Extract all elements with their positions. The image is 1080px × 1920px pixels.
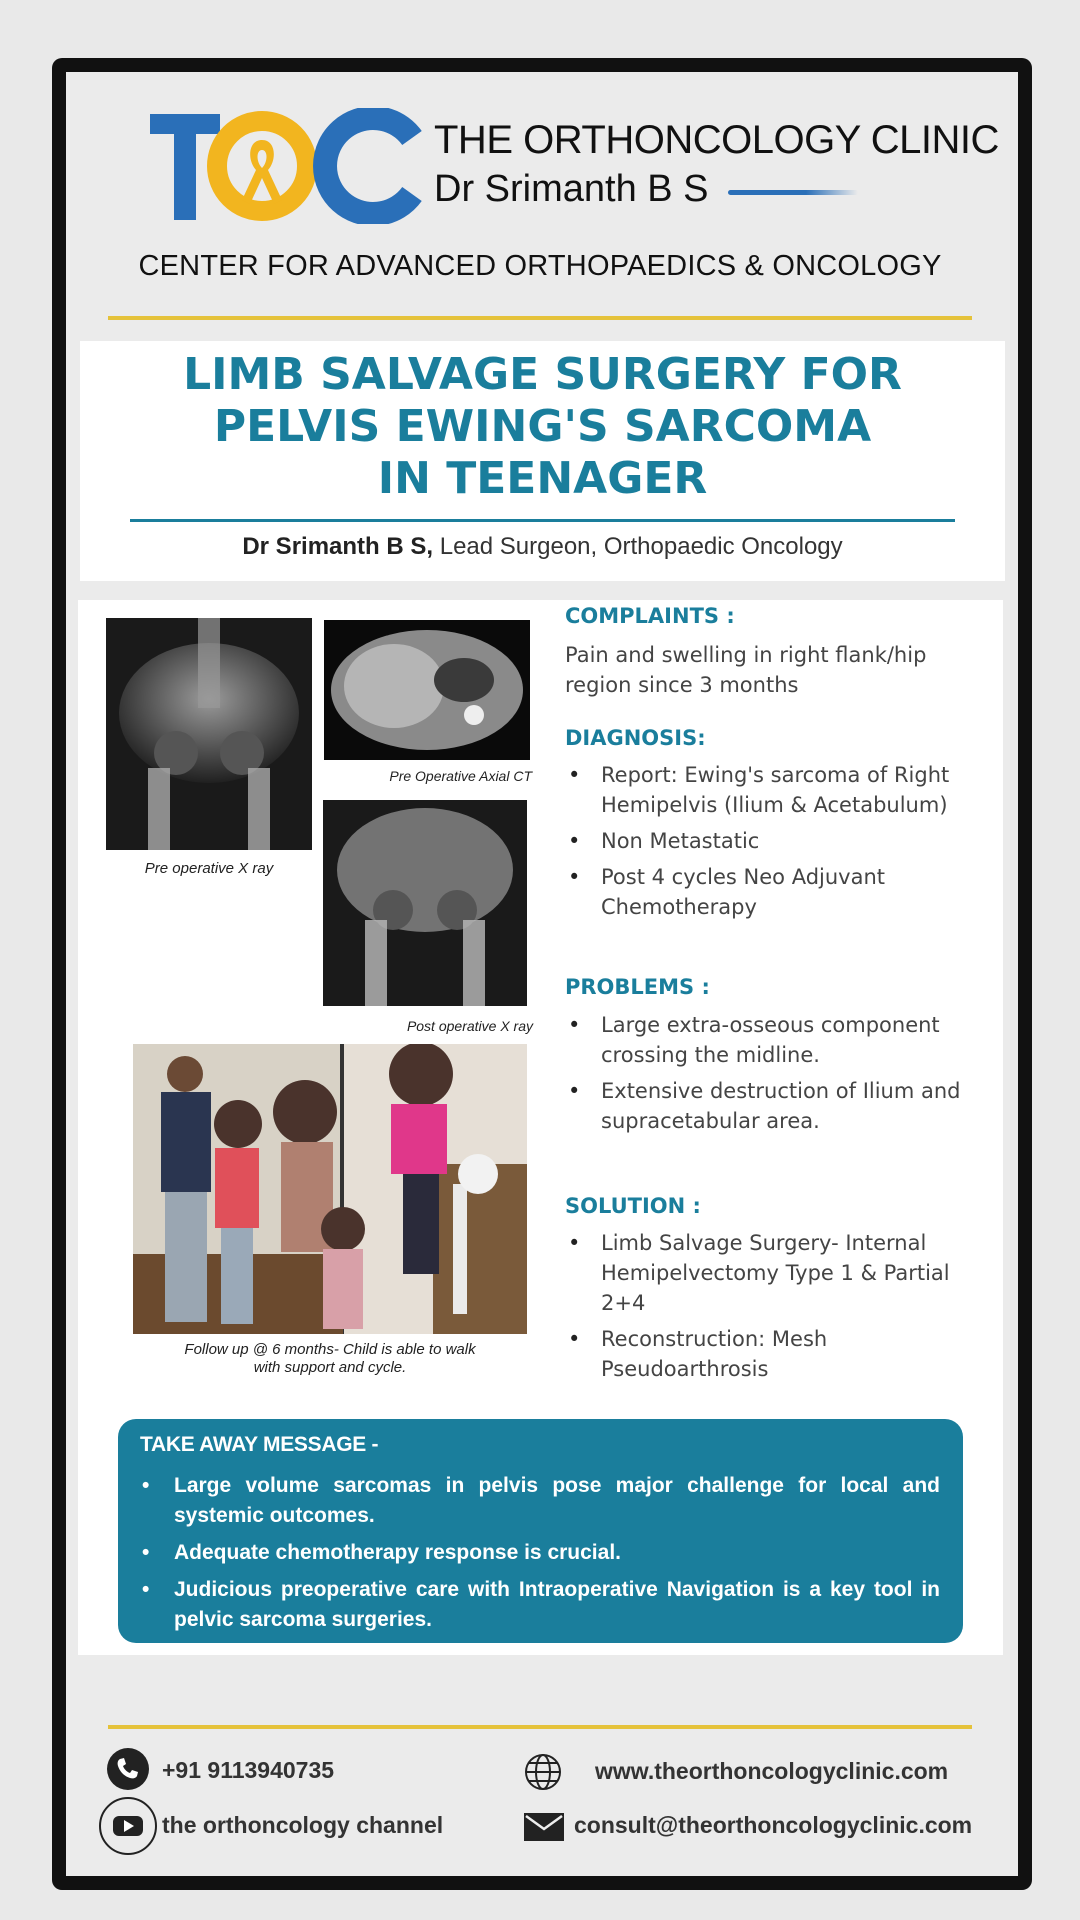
takeaway-item: • Adequate chemotherapy response is crucial. (140, 1538, 940, 1568)
title-line-2: PELVIS EWING'S SARCOMA (213, 401, 872, 452)
followup-photo (133, 1044, 527, 1334)
name-underline (728, 190, 858, 195)
byline (80, 533, 1005, 561)
phone-icon (107, 1748, 149, 1790)
diagnosis-item: • Report: Ewing's sarcoma of Right Hemipelvis (Ilium & Acetabulum) (565, 760, 975, 820)
channel-link[interactable]: the orthoncology channel (162, 1812, 444, 1838)
poster-title (80, 349, 1005, 505)
author-role: Lead Surgeon, Orthopaedic Oncology (439, 533, 843, 560)
problems-item: • Large extra-osseous component crossing the midline. (565, 1010, 975, 1070)
diagnosis-heading: DIAGNOSIS: (565, 726, 706, 750)
problems-list (565, 1010, 975, 1142)
clinic-name: THE ORTHONCOLOGY CLINIC (434, 118, 999, 162)
phone-number[interactable]: +91 9113940735 (162, 1757, 335, 1783)
solution-item: • Reconstruction: Mesh Pseudoarthrosis (565, 1324, 975, 1384)
takeaway-item: • Judicious preoperative care with Intraoperative Navigation is a key tool in pelvic sarcoma surgeries. (140, 1575, 940, 1635)
title-box (80, 341, 1005, 581)
diagnosis-list (565, 760, 975, 928)
footer-divider (108, 1725, 972, 1729)
diagnosis-item: • Post 4 cycles Neo Adjuvant Chemotherapy (565, 862, 975, 922)
problems-heading: PROBLEMS : (565, 975, 710, 999)
takeaway-heading: TAKE AWAY MESSAGE - (140, 1433, 379, 1456)
case-content (78, 600, 1003, 1655)
author-name: Dr Srimanth B S, (242, 533, 434, 560)
doctor-name: Dr Srimanth B S (434, 168, 709, 210)
followup-caption-line-1: Follow up @ 6 months- Child is able to walk (184, 1341, 476, 1358)
solution-list (565, 1228, 975, 1390)
title-rule (130, 519, 955, 522)
header-divider (108, 316, 972, 320)
website-link[interactable]: www.theorthoncologyclinic.com (595, 1758, 949, 1784)
email-icon (524, 1813, 564, 1841)
toc-logo (150, 108, 430, 224)
complaints-text: Pain and swelling in right flank/hip region since 3 months (565, 643, 927, 697)
post-op-xray-caption: Post operative X ray (406, 1018, 533, 1034)
globe-icon (523, 1752, 563, 1792)
youtube-icon (98, 1796, 158, 1856)
problems-item: • Extensive destruction of Ilium and supracetabular area. (565, 1076, 975, 1136)
axial-ct-caption: Pre Operative Axial CT (389, 768, 532, 784)
solution-item: • Limb Salvage Surgery- Internal Hemipelvectomy Type 1 & Partial 2+4 (565, 1228, 975, 1318)
diagnosis-item: • Non Metastatic (565, 826, 975, 856)
title-line-1: LIMB SALVAGE SURGERY FOR (183, 349, 902, 400)
pre-op-xray-caption: Pre operative X ray (144, 860, 274, 877)
title-line-3: IN TEENAGER (377, 453, 708, 504)
takeaway-item: • Large volume sarcomas in pelvis pose major challenge for local and systemic outcomes. (140, 1471, 940, 1531)
post-op-xray-image (323, 800, 527, 1006)
axial-ct-image (324, 620, 530, 760)
tagline: CENTER FOR ADVANCED ORTHOPAEDICS & ONCOLOGY (138, 250, 942, 282)
solution-heading: SOLUTION : (565, 1194, 701, 1218)
followup-caption (133, 1341, 527, 1377)
email-link[interactable]: consult@theorthoncologyclinic.com (574, 1812, 973, 1838)
pre-op-xray-image (106, 618, 312, 850)
followup-caption-line-2: with support and cycle. (253, 1359, 407, 1376)
takeaway-box (118, 1419, 963, 1643)
takeaway-list (140, 1471, 940, 1642)
complaints-heading: COMPLAINTS : (565, 604, 735, 628)
